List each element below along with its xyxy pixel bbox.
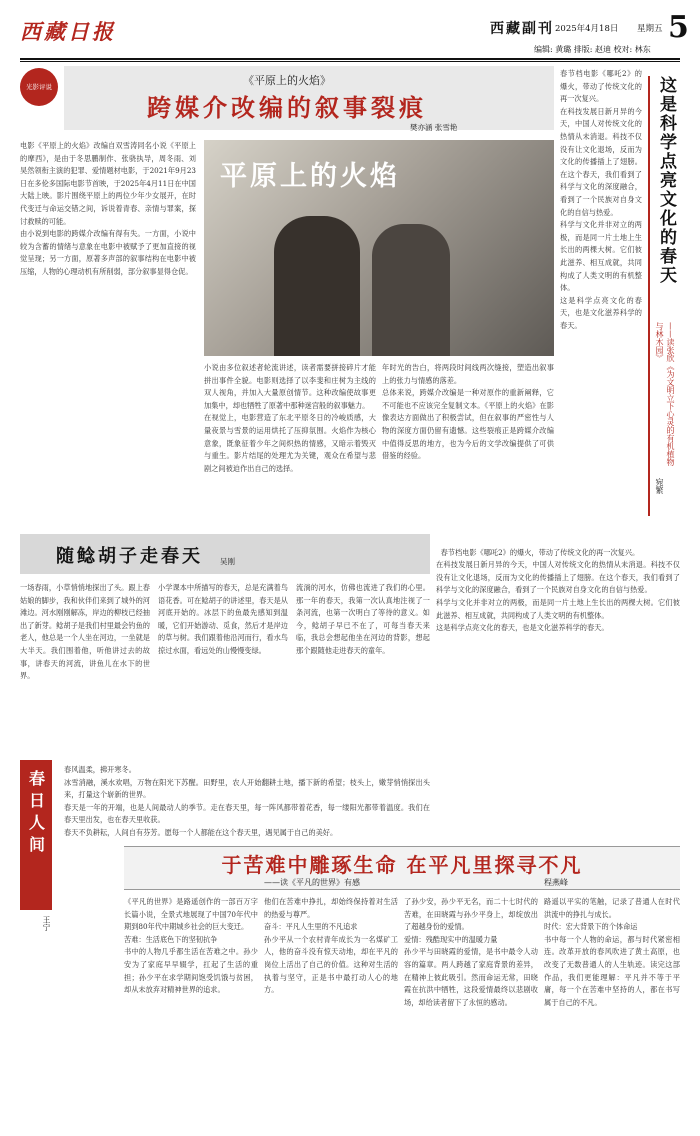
masthead	[0, 0, 700, 66]
article-column-3: 流淌的河水，仿佛也流进了我们的心里。那一年的春天，我第一次认真地注视了一条河流，也第一次明白了等待的意义。如今，鲶胡子早已不在了，可每当春天来临，我总会想起他坐在河边的背影，想起那个跟随他走进春天的童年。	[296, 583, 430, 655]
article-film-review	[20, 66, 554, 530]
article-column-4: 路遥以平实的笔触，记录了普通人在时代洪流中的挣扎与成长。 时代：宏大背景下的个体命运 书中每一个人物的命运，都与时代紧密相连。改革开放的春风吹进了黄土高原，也改变了无数普通人的人生轨迹。读完这部作品，我们更能理解：平凡并不等于平庸，每一个在苦难中坚持的人，都在书写属于自己的不凡。	[544, 897, 680, 1007]
article-column-3: 了孙少安，孙少平无名，而二十七时代的苦难，在田晓霞与孙少平身上，却绽放出了超越身份的爱情。 爱情：残酷现实中的温暖力量 孙少平与田晓霞的爱情，是书中最令人动容的篇章。两人跨越了家庭背景的差异，在精神上彼此吸引。然而命运无常，田晓霞在抗洪中牺牲，这段爱情最终以悲剧收场，却给读者留下了永恒的感动。	[404, 897, 538, 1007]
article-column-3: 年时光的告白，将两段时间线两次缝接，塑造出叙事上的张力与情感的落差。 总体来说，跨媒介改编是一种对原作的重新阐释，它不可能也不应该完全复制文本。《平原上的火焰》在影像表达方面做出了积极尝试，但在叙事的严密性与人物的深度方面仍留有遗憾。这些裂痕正是跨媒介改编中值得反思的地方，也为今后的文学改编提供了可供借鉴的经验。	[382, 363, 554, 461]
section-title: 西藏副刊	[490, 21, 554, 37]
article-column-1: 一场春雨，小草悄悄地探出了头。跟上春姑娘的脚步，我和伙伴们来到了城外的河滩边。河水刚刚解冻，岸边的柳枝已经抽出了新芽。鲶胡子是我们村里最会钓鱼的老人，他总是一个人坐在河边，一坐就是大半天。我们围着他，听他讲过去的故事，讲春天的河流，讲鱼儿在水下的世界。	[20, 583, 150, 681]
masthead-rule-thin	[20, 61, 680, 62]
sidebar-byline: 宛繁	[655, 478, 664, 494]
poster-title: 平原上的火焰	[220, 161, 400, 192]
column-tag-label: 光影评说	[26, 83, 52, 91]
article-subhead: ——读《平凡的世界》有感	[264, 878, 360, 887]
film-poster	[204, 140, 554, 356]
sidebar-title-box	[648, 76, 680, 516]
sidebar-title: 这是科学点亮文化的春天	[656, 76, 676, 285]
article-headline: 春日人间	[26, 770, 46, 858]
article-byline: 王宁	[42, 916, 51, 931]
article-column-2: 小学课本中所描写的春天，总是充满着鸟语花香。可在鲶胡子的讲述里，春天是从河底开始的。冰层下的鱼最先感知到温暖，它们开始游动、觅食，然后才是岸边的草与树。我们跟着他沿河而行，看水鸟掠过水面，看远处的山慢慢变绿。	[158, 583, 288, 655]
article-column-1: 《平凡的世界》是路遥创作的一部百万字长篇小说，全景式地展现了中国70年代中期到80年代中期城乡社会的巨大变迁。 苦难：生活底色下的坚韧抗争 书中的人物几乎都生活在苦难之中。孙少安为了家庭早早辍学，扛起了生活的重担；孙少平在求学期间饱受饥饿与贫困，却从未放弃对精神世界的追求。	[124, 897, 258, 995]
article-column-2: 他们在苦难中挣扎，却始终保持着对生活的热爱与尊严。 奋斗：平凡人生里的不凡追求 孙少平从一个农村青年成长为一名煤矿工人，他的奋斗没有惊天动地，却在平凡的岗位上活出了自己的价值。这种对生活的执着与坚守，正是书中最打动人心的地方。	[264, 897, 398, 995]
article-kicker: 《平原上的火焰》	[243, 74, 331, 87]
poster-figure-right	[372, 224, 450, 356]
article-byline: 樊亦涵 张雪艳	[410, 123, 458, 132]
article-banner	[124, 846, 680, 890]
article-spring-river	[20, 534, 430, 754]
sidebar-essay	[560, 66, 680, 530]
masthead-logo: 西藏日报	[20, 19, 116, 44]
sidebar-continuation	[436, 534, 680, 834]
page-number: 5	[668, 10, 689, 45]
article-byline: 吴刚	[220, 557, 235, 566]
continuation-text: 春节档电影《哪吒2》的爆火，带动了传统文化的再一次复兴。 在科技发展日新月异的今天，中国人对传统文化的热情从未消退。科技不仅没有让文化退场，反而为文化的传播插上了翅膀。在这个春天，我们看到了科学与文化的深度融合，看到了一个民族对自身文化的自信与热爱。 科学与文化并非对立的两极，而是同一片土地上生长出的两棵大树。它们彼此滋养、相互成就，共同构成了人类文明的有机整体。 这是科学点亮文化的春天，也是文化滋养科学的春天。	[436, 547, 680, 633]
article-byline: 程燕峰	[544, 878, 568, 887]
issue-weekday: 星期五	[637, 24, 663, 34]
article-column-1: 电影《平原上的火焰》改编自双雪涛同名小说《平原上的摩西》，是由于冬思鹏制作、张骁执导，周冬雨、刘昊然领衔主演的犯罪、爱情题材电影，于2021年9月23日在多伦多国际电影节首映，于2025年4月11日在中国大陆上映。影片围绕平原上的两位少年少女展开，在时代变迁与命运交错之间，诉说着青春、亲情与罪案，探讨救赎的可能。 由小说到电影的跨媒介改编有得有失。一方面，小说中较为含蓄的情绪与意象在电影中被赋予了更加直接的视觉呈现；另一方面，原著多声部的叙事结构在电影中被压缩，人物的心理动机有所削弱，部分叙事显得仓促。	[20, 141, 196, 276]
article-book-review	[20, 846, 680, 1130]
poster-figure-left	[274, 216, 360, 356]
article-column-2: 小说由多位叙述者轮流讲述，读者需要拼接碎片才能拼出事件全貌。电影则选择了以李斐和庄树为主线的双人视角，并加入大量原创情节。这种改编使故事更加集中，却也牺牲了原著中那种迷宫般的叙事魅力。 在视觉上，电影营造了东北平原冬日的冷峻质感，大量夜景与雪景的运用烘托了压抑氛围。火焰作为核心意象，既象征着少年之间炽热的情感，又暗示着毁灭与重生。影片结尾的处理尤为关键，观众在希望与悲剧之间被迫作出自己的选择。	[204, 363, 376, 473]
sidebar-subtitle: ——读张欣《为文明立下心灵的有机植物与林木园》	[655, 322, 675, 466]
masthead-rule	[20, 58, 680, 60]
sidebar-text: 春节档电影《哪吒2》的爆火，带动了传统文化的再一次复兴。 在科技发展日新月异的今天，中国人对传统文化的热情从未消退。科技不仅没有让文化退场，反而为文化的传播插上了翅膀。在这个春天，我们看到了科学与文化的深度融合，看到了一个民族对自身文化的自信与热爱。 科学与文化并非对立的两极，而是同一片土地上生长出的两棵大树。它们彼此滋养、相互成就，共同构成了人类文明的有机整体。 这是科学点亮文化的春天，也是文化滋养科学的春天。	[560, 69, 642, 330]
article-headline: 跨媒介改编的叙事裂痕	[147, 93, 427, 122]
article-text: 春风温柔，拂开寒冬。 冰雪消融，溪水欢唱，万物在阳光下苏醒。田野里，农人开始翻耕土地，播下新的希望；枝头上，嫩芽悄悄探出头来，打量这个崭新的世界。 春天是一年的开端，也是人间最动人的季节。走在春天里，每一阵风都带着花香，每一缕阳光都带着温度。我们在春天里出发，也在春天里收获。 春天不负耕耘，人间自有芬芳。愿每一个人都能在这个春天里，遇见属于自己的美好。	[64, 765, 430, 837]
article-headline: 于苦难中雕琢生命 在平凡里探寻不凡	[221, 853, 583, 877]
article-banner	[20, 534, 430, 574]
issue-date: 2025年4月18日	[555, 24, 619, 34]
article-headline: 随鲶胡子走春天	[56, 546, 203, 567]
editor-credits: 编辑: 黄璐 排版: 赵迪 校对: 林东	[534, 45, 651, 54]
